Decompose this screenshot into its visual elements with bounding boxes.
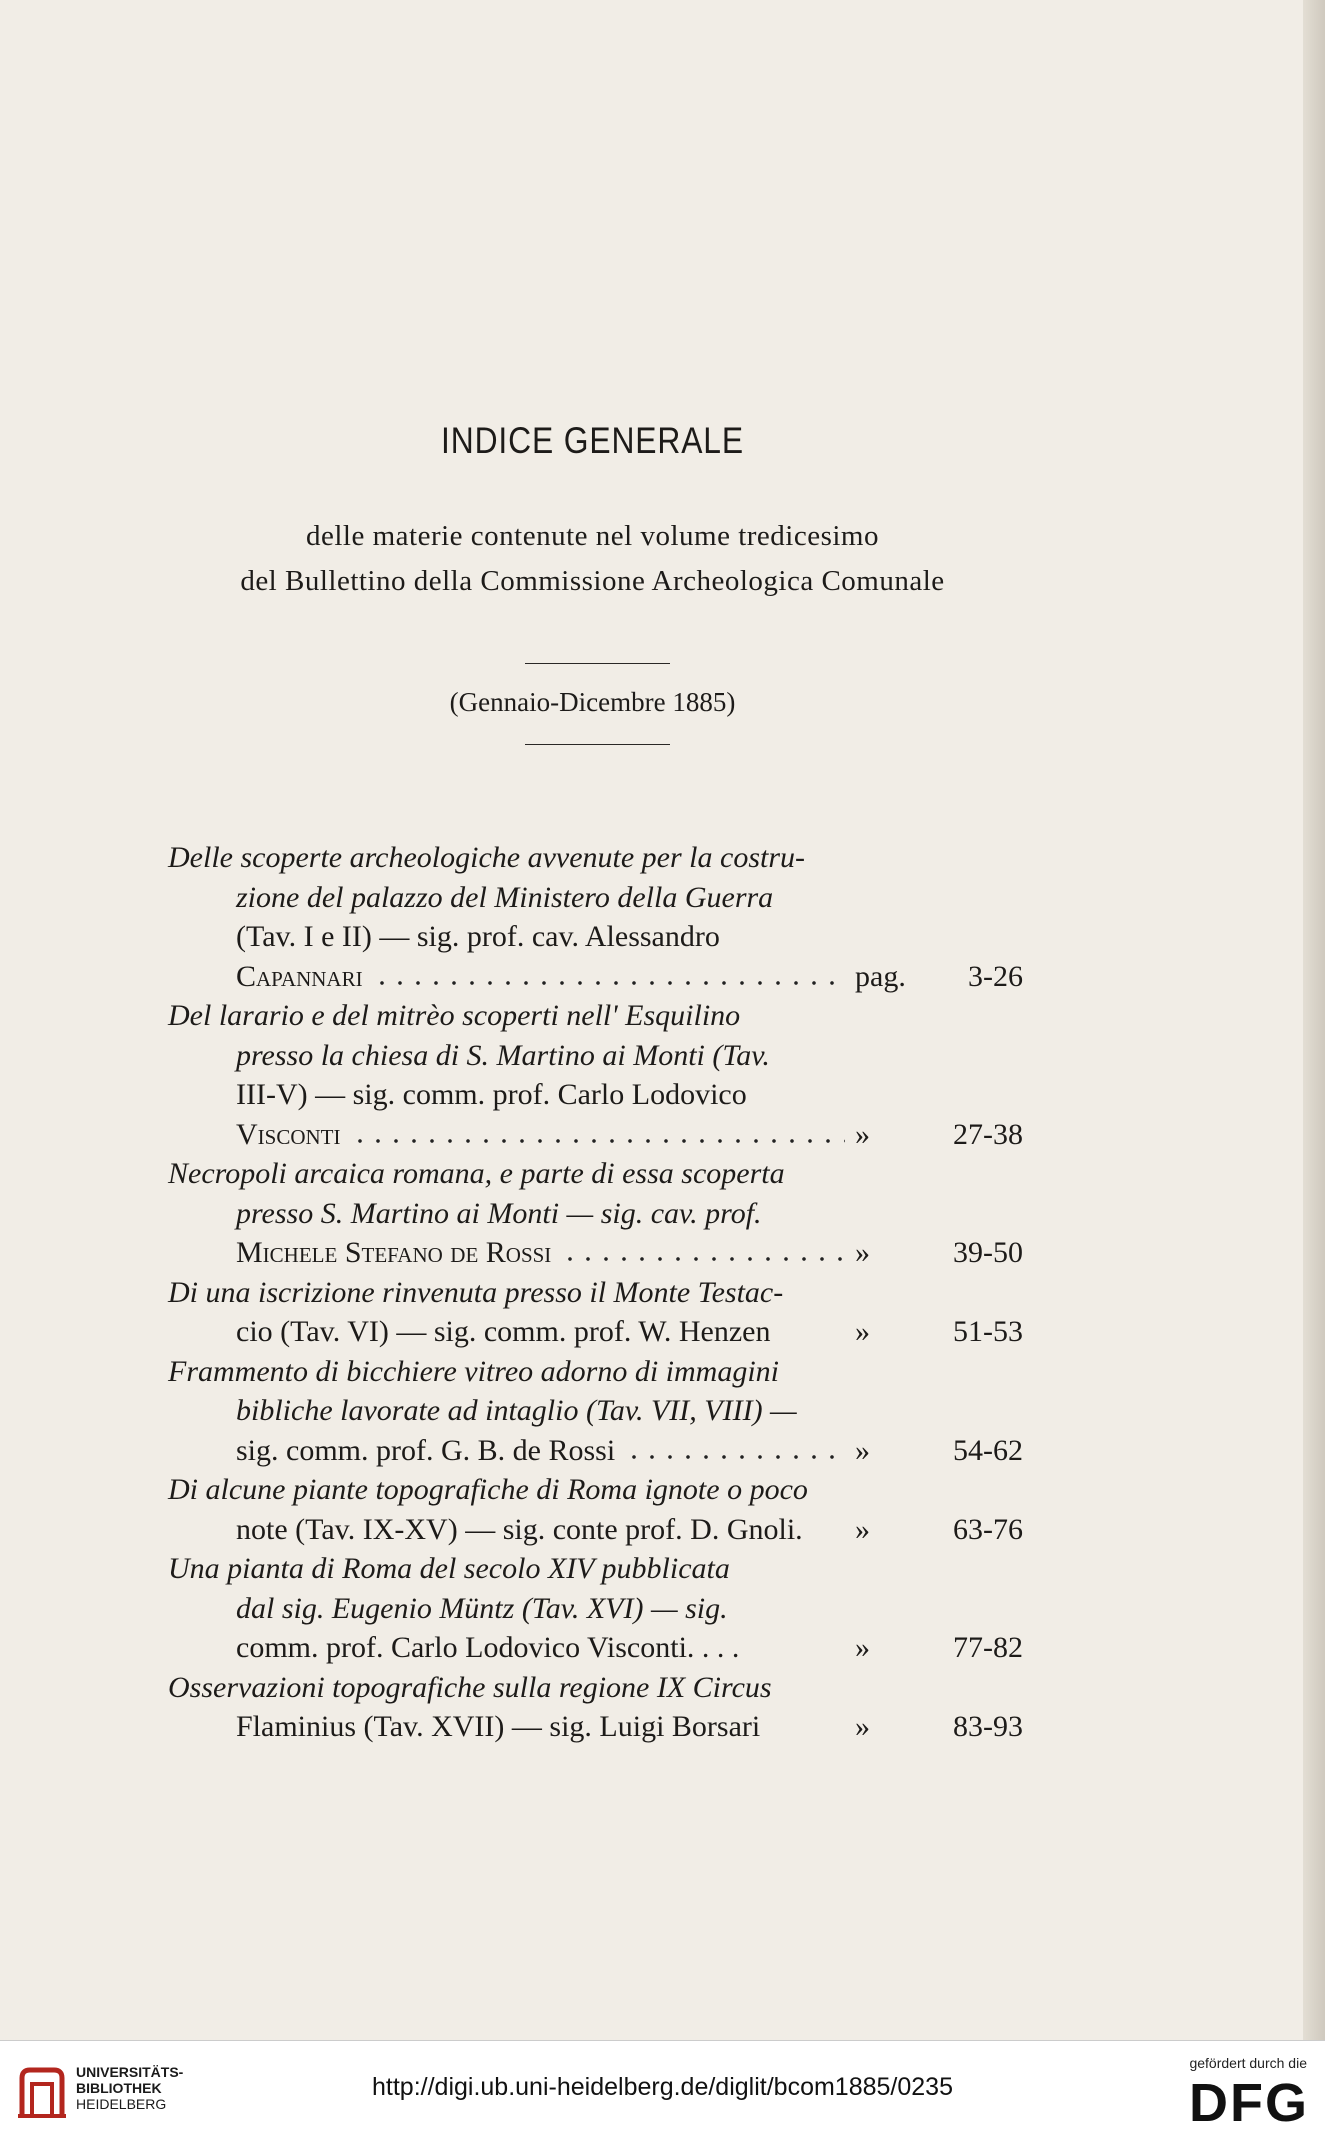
date-range: (Gennaio-Dicembre 1885): [449, 687, 736, 717]
page-label: »: [855, 1710, 870, 1743]
library-name-line1: UNIVERSITÄTS-: [76, 2064, 184, 2080]
toc-entry-line: Di alcune piante topografiche di Roma ignote o poco: [168, 1473, 808, 1506]
toc-entry-line: (Tav. I e II) — sig. prof. cav. Alessandro: [236, 920, 720, 953]
toc-entry-line: dal sig. Eugenio Müntz (Tav. XVI) — sig.: [236, 1591, 728, 1625]
toc-entry: [168, 1470, 1023, 1549]
page-range: 77-82: [953, 1631, 1023, 1664]
toc-entry-line: III-V) — sig. comm. prof. Carlo Lodovico: [236, 1078, 747, 1111]
divider-rule-top: [525, 663, 670, 664]
page-range: 39-50: [953, 1236, 1023, 1269]
toc-entry: [168, 838, 1023, 996]
toc-entry-leader-line: [168, 1707, 1023, 1747]
toc-entry-leader-line: [168, 1312, 1023, 1352]
toc-entry: [168, 996, 1023, 1154]
toc-entry: [168, 1154, 1023, 1273]
dot-leader: [625, 1454, 845, 1460]
page-label: pag.: [855, 959, 906, 993]
permalink-url[interactable]: http://digi.ub.uni-heidelberg.de/diglit/bcom1885/0235: [372, 2073, 953, 2101]
page-range: 3-26: [968, 959, 1023, 993]
toc-entry-last-line: comm. prof. Carlo Lodovico Visconti. . . .: [236, 1631, 740, 1664]
page-label: »: [855, 1631, 870, 1664]
page-range: 27-38: [953, 1117, 1023, 1151]
page-label: »: [855, 1512, 870, 1546]
page-range: 54-62: [953, 1433, 1023, 1467]
toc-entry-line: bibliche lavorate ad intaglio (Tav. VII, VIII) —: [236, 1394, 797, 1427]
toc-entry-line: Frammento di bicchiere vitreo adorno di immagini: [168, 1354, 780, 1388]
table-of-contents: [168, 838, 1023, 1747]
toc-entry-line: Di una iscrizione rinvenuta presso il Monte Testac-: [168, 1275, 784, 1309]
page-label: »: [855, 1236, 870, 1269]
toc-entry-leader-line: [168, 1510, 1023, 1550]
dot-leader: [373, 980, 845, 986]
toc-entry: [168, 1549, 1023, 1668]
toc-entry-line: presso S. Martino ai Monti — sig. cav. prof.: [236, 1196, 762, 1230]
funding-label: gefördert durch die: [1189, 2055, 1307, 2071]
dot-leader: [561, 1256, 845, 1262]
toc-entry-last-line: sig. comm. prof. G. B. de Rossi: [236, 1433, 616, 1467]
toc-entry-author: Visconti: [236, 1117, 341, 1151]
toc-entry-line: Osservazioni topografiche sulla regione IX Circus: [168, 1670, 772, 1704]
toc-entry: [168, 1273, 1023, 1352]
toc-entry: [168, 1352, 1023, 1471]
toc-entry-last-line: note (Tav. IX-XV) — sig. conte prof. D. Gnoli.: [236, 1512, 803, 1546]
toc-entry-last-line: cio (Tav. VI) — sig. comm. prof. W. Henzen: [236, 1315, 771, 1348]
index-subtitle-line1: delle materie contenute nel volume tredicesimo: [306, 520, 879, 552]
toc-entry: [168, 1668, 1023, 1747]
page-range: 51-53: [953, 1315, 1023, 1348]
page-label: »: [855, 1315, 870, 1348]
toc-entry-last-line: Flaminius (Tav. XVII) — sig. Luigi Borsari: [236, 1710, 761, 1743]
library-name-line3: HEIDELBERG: [76, 2096, 167, 2112]
toc-entry-line: presso la chiesa di S. Martino ai Monti (Tav.: [236, 1038, 770, 1072]
toc-entry-line: Una pianta di Roma del secolo XIV pubblicata: [168, 1552, 730, 1585]
page-label: »: [855, 1117, 870, 1151]
index-title: INDICE GENERALE: [441, 420, 744, 461]
dfg-logo: DFG: [1189, 2073, 1309, 2133]
dot-leader: [351, 1138, 846, 1144]
viewer-footer: [0, 2040, 1325, 2138]
library-name-line2: BIBLIOTHEK: [76, 2080, 162, 2096]
toc-entry-author: Capannari: [236, 959, 363, 993]
toc-entry-line: Necropoli arcaica romana, e parte di essa scoperta: [168, 1157, 785, 1190]
toc-entry-line: Del larario e del mitrèo scoperti nell' Esquilino: [168, 999, 741, 1032]
toc-entry-leader-line: [168, 1115, 1023, 1155]
divider-rule-bottom: [525, 744, 670, 745]
page-range: 63-76: [953, 1512, 1023, 1546]
page-range: 83-93: [953, 1710, 1023, 1743]
toc-entry-line: Delle scoperte archeologiche avvenute per la costru-: [168, 841, 806, 874]
page-edge-shadow: [1303, 0, 1325, 2040]
toc-entry-line: zione del palazzo del Ministero della Guerra: [236, 880, 774, 914]
page-label: »: [855, 1433, 870, 1467]
toc-entry-leader-line: [168, 1628, 1023, 1668]
toc-entry-leader-line: [168, 957, 1023, 997]
toc-entry-leader-line: [168, 1233, 1023, 1273]
toc-entry-author: Michele Stefano de Rossi: [236, 1236, 552, 1269]
index-subtitle-line2: del Bullettino della Commissione Archeologica Comunale: [240, 565, 945, 597]
toc-entry-leader-line: [168, 1431, 1023, 1471]
